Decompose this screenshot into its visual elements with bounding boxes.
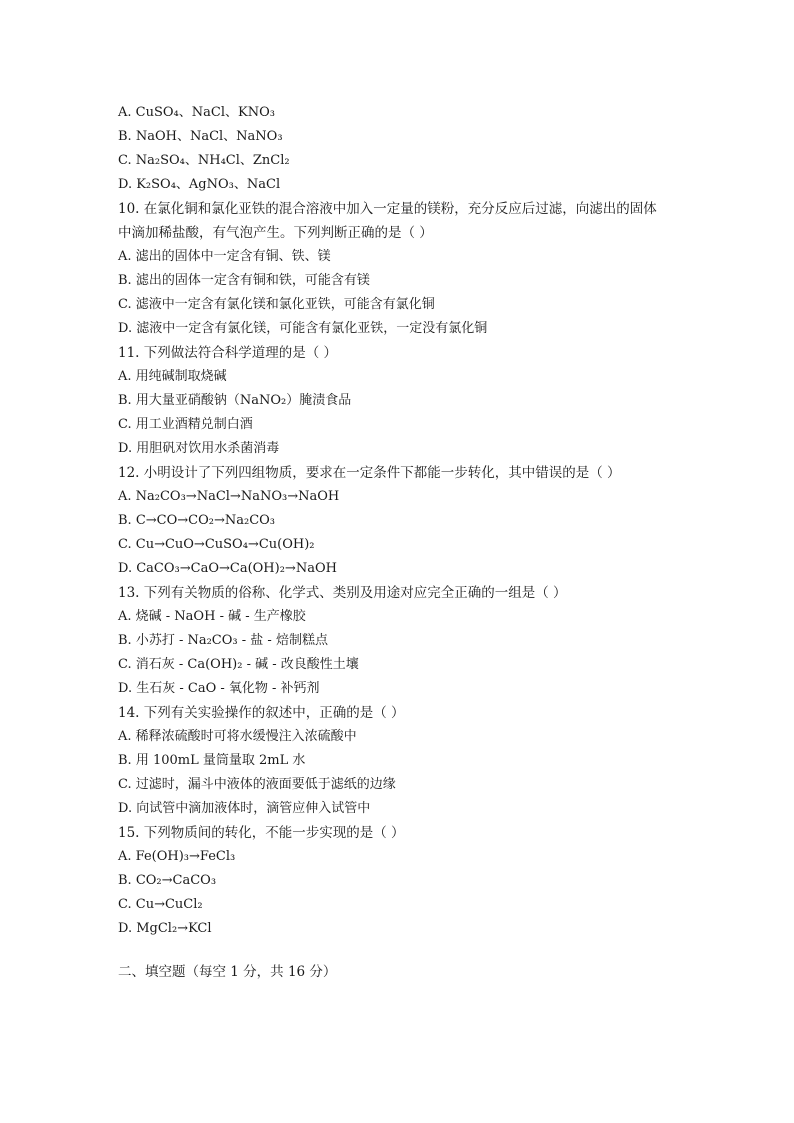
answer-option: B. NaOH、NaCl、NaNO₃	[118, 129, 283, 144]
answer-option: B. 小苏打 - Na₂CO₃ - 盐 - 焙制糕点	[118, 633, 328, 648]
answer-option: B. CO₂→CaCO₃	[118, 873, 217, 888]
question-list	[118, 101, 678, 941]
answer-option: B. 滤出的固体一定含有铜和铁，可能含有镁	[118, 273, 370, 288]
answer-option: D. MgCl₂→KCl	[118, 921, 212, 936]
answer-option: C. 过滤时，漏斗中液体的液面要低于滤纸的边缘	[118, 777, 396, 792]
answer-option: A. 用纯碱制取烧碱	[118, 369, 227, 384]
answer-option: A. 滤出的固体中一定含有铜、铁、镁	[118, 249, 331, 264]
answer-option: A. Na₂CO₃→NaCl→NaNO₃→NaOH	[118, 489, 340, 504]
question-text: 13. 下列有关物质的俗称、化学式、类别及用途对应完全正确的一组是（ ）	[118, 585, 567, 601]
answer-option: D. 用胆矾对饮用水杀菌消毒	[118, 441, 280, 456]
question-text: 12. 小明设计了下列四组物质，要求在一定条件下都能一步转化，其中错误的是（ ）	[118, 465, 621, 481]
answer-option: A. CuSO₄、NaCl、KNO₃	[118, 105, 275, 120]
question-text: 10. 在氯化铜和氯化亚铁的混合溶液中加入一定量的镁粉，充分反应后过滤，向滤出的固体	[118, 201, 657, 217]
answer-option: A. 烧碱 - NaOH - 碱 - 生产橡胶	[118, 609, 306, 624]
answer-option: C. 消石灰 - Ca(OH)₂ - 碱 - 改良酸性土壤	[118, 657, 359, 672]
section-heading: 二、填空题（每空 1 分，共 16 分）	[118, 964, 337, 980]
answer-option: D. 向试管中滴加液体时，滴管应伸入试管中	[118, 801, 371, 816]
answer-option: C. Cu→CuCl₂	[118, 897, 203, 912]
answer-option: B. C→CO→CO₂→Na₂CO₃	[118, 513, 276, 528]
answer-option: B. 用大量亚硝酸钠（NaNO₂）腌渍食品	[118, 393, 352, 408]
answer-option: D. K₂SO₄、AgNO₃、NaCl	[118, 177, 281, 192]
answer-option: C. 用工业酒精兑制白酒	[118, 417, 253, 432]
answer-option: D. 滤液中一定含有氯化镁，可能含有氯化亚铁，一定没有氯化铜	[118, 321, 488, 336]
answer-option: A. Fe(OH)₃→FeCl₃	[118, 849, 236, 864]
question-text: 15. 下列物质间的转化，不能一步实现的是（ ）	[118, 825, 405, 841]
answer-option: D. 生石灰 - CaO - 氧化物 - 补钙剂	[118, 681, 320, 696]
answer-option: C. Cu→CuO→CuSO₄→Cu(OH)₂	[118, 537, 315, 552]
answer-option: A. 稀释浓硫酸时可将水缓慢注入浓硫酸中	[118, 729, 357, 744]
question-text: 14. 下列有关实验操作的叙述中，正确的是（ ）	[118, 705, 405, 721]
question-text: 11. 下列做法符合科学道理的是（ ）	[118, 345, 338, 361]
question-text: 中滴加稀盐酸，有气泡产生。下列判断正确的是（ ）	[118, 225, 433, 241]
answer-option: D. CaCO₃→CaO→Ca(OH)₂→NaOH	[118, 561, 337, 576]
answer-option: C. 滤液中一定含有氯化镁和氯化亚铁，可能含有氯化铜	[118, 297, 435, 312]
answer-option: B. 用 100mL 量筒量取 2mL 水	[118, 753, 306, 768]
answer-option: C. Na₂SO₄、NH₄Cl、ZnCl₂	[118, 153, 290, 168]
